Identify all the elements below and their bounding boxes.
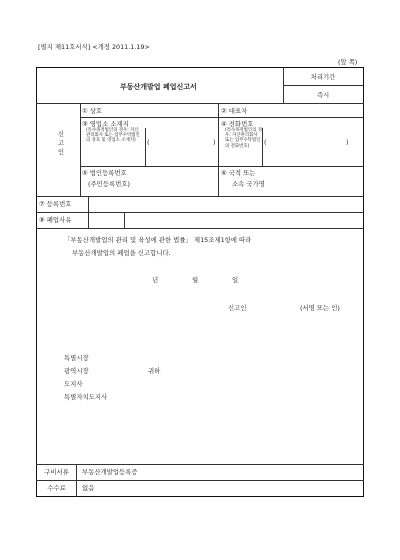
fee-label: 수수료 xyxy=(47,484,66,492)
paren-open: ( xyxy=(264,138,267,146)
addressee-3: 도지사 xyxy=(64,380,83,388)
paren-open: ( xyxy=(147,138,150,146)
attachments-value: 부동산개발업등록증 xyxy=(82,468,138,476)
form-title: 부동산개발업 폐업신고서 xyxy=(120,83,197,91)
corp-reg-no-label: ⑤ 법인등록번호 xyxy=(82,169,127,177)
divider xyxy=(36,212,364,213)
processing-period-label: 처리기간 xyxy=(310,73,336,81)
form-reference: [별지 제11호서식] <개정 2011.1.19> xyxy=(38,43,150,51)
fee-value: 없음 xyxy=(82,484,95,492)
page-side-label: (앞 쪽) xyxy=(338,58,358,66)
date-day: 일 xyxy=(232,276,239,284)
divider xyxy=(36,196,364,197)
addressee-4: 특별자치도지사 xyxy=(64,393,108,401)
applicant-side-label: 신 고 인 xyxy=(57,130,65,156)
divider xyxy=(262,128,263,166)
border-left xyxy=(36,67,37,497)
nationality-label: ⑥ 국적 또는 xyxy=(221,169,256,177)
paren-close: ) xyxy=(213,138,216,146)
nationality-label-2: 소속 국가명 xyxy=(232,180,265,188)
office-address-label: ③ 영업소 소재지 xyxy=(82,120,129,128)
divider xyxy=(88,212,89,229)
border-bottom xyxy=(36,496,364,497)
divider xyxy=(88,196,89,213)
divider xyxy=(36,103,364,104)
statement-line-2: 부동산개발업의 폐업을 신고합니다. xyxy=(72,249,171,257)
border-top xyxy=(36,67,364,68)
reason-label: ⑧ 폐업사유 xyxy=(39,216,72,224)
divider xyxy=(283,85,363,86)
divider xyxy=(124,212,125,229)
divider xyxy=(80,166,363,167)
processing-period-value: 즉시 xyxy=(316,91,330,99)
trade-name-label: ① 상호 xyxy=(82,107,103,115)
honorific: 귀하 xyxy=(148,367,161,375)
representative-label: ② 대표자 xyxy=(221,107,248,115)
divider xyxy=(145,128,146,166)
phone-note: (특수목적법인의 경우: 자산관리회사 또는 업무수탁법인의 전화번호) xyxy=(225,128,263,149)
statement-line-1: 「부동산개발업의 관리 및 육성에 관한 법률」 제15조제1항에 따라 xyxy=(64,236,252,244)
divider xyxy=(80,117,363,118)
attachments-label: 구비서류 xyxy=(44,468,69,476)
phone-label: ④ 전화번호 xyxy=(221,120,254,128)
reg-no-label: ⑦ 등록번호 xyxy=(39,200,72,208)
divider xyxy=(36,464,364,465)
border-right xyxy=(363,67,364,497)
reporter-label: 신고인 xyxy=(228,304,247,312)
signature-label: (서명 또는 인) xyxy=(300,304,340,312)
date-month: 월 xyxy=(192,276,199,284)
divider xyxy=(36,480,364,481)
office-address-note: (특수목적법인의 경우: 자산관리회사 또는 업무수탁법인의 상호 및 영업소 소재지) xyxy=(86,128,140,144)
date-year: 년 xyxy=(152,276,159,284)
resident-reg-no-label: (주민등록번호) xyxy=(88,180,131,188)
paren-close: ) xyxy=(346,138,349,146)
addressee-2: 광역시장 xyxy=(64,367,89,375)
divider xyxy=(36,228,364,229)
addressee-1: 특별시장 xyxy=(64,354,89,362)
